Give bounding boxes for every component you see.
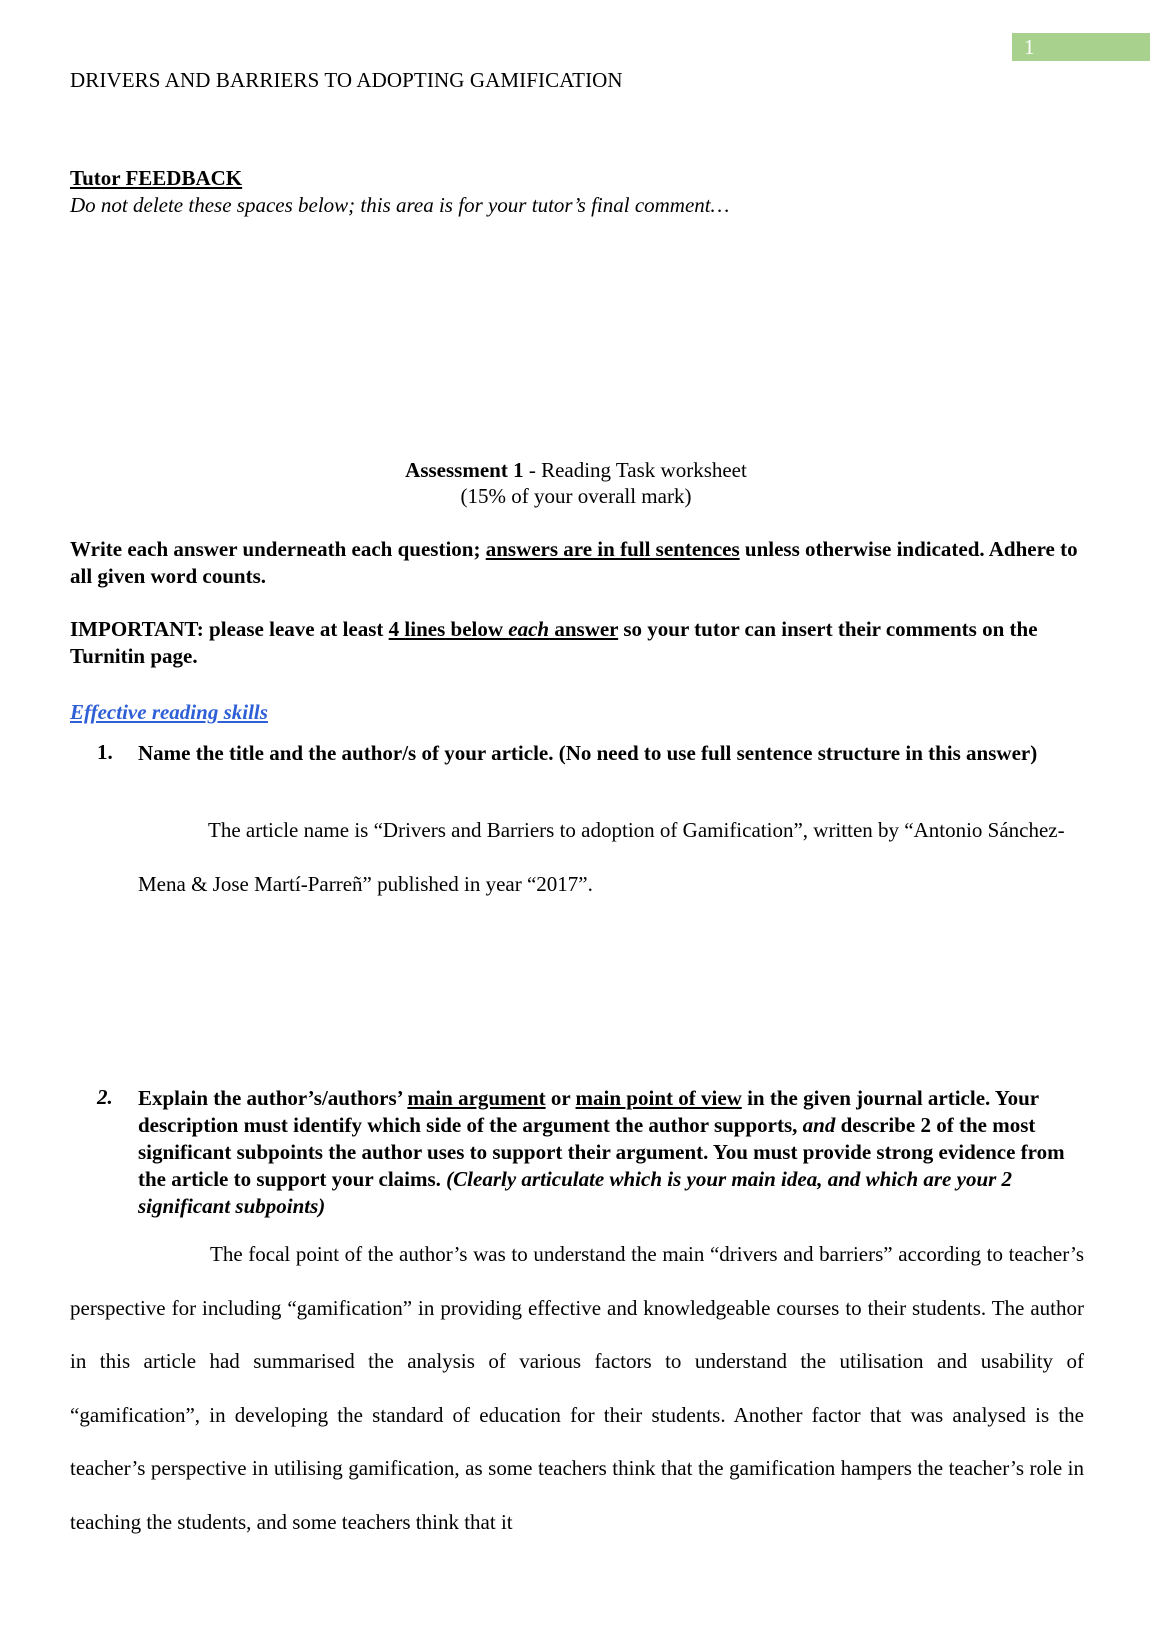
q2-t3: in the given journal article. Your description must identify which side of the argument the author supports, [138,1086,1039,1137]
q2-u1: main argument [407,1086,546,1110]
section-title: Effective reading skills [70,700,268,724]
instr-2b: so your tutor can insert their comments on the Turnitin page. [70,617,1038,668]
instruction-answers [70,536,1082,590]
q1-answer: The article name is “Drivers and Barriers to adoption of Gamification”, written by “Antonio Sánchez-Mena & Jose Martí-Parreñ” published in year “2017”. [138,818,1065,896]
q2-answer: The focal point of the author’s was to understand the main “drivers and barriers” according to teacher’s perspective for including “gamification” in providing effective and knowledgeable courses to their students. The author in this article had summarised the analysis of various factors to understand the utilisation and usability of “gamification”, in developing the standard of education for their students. Another factor that was analysed is the teacher’s perspective in utilising gamification, as some teachers think that the gamification hampers the teacher’s role in teaching the students, and some teachers think that it [70,1242,1084,1534]
q2-t1: Explain the author’s/authors’ [138,1086,408,1110]
assessment-title-rest: - Reading Task worksheet [523,458,747,482]
instr-2u2: answer [549,617,619,641]
instruction-important [70,616,1082,670]
q2-i1: and [802,1113,836,1137]
q1-text: Name the title and the author/s of your article. (No need to use full sentence structure in this answer) [138,741,1038,765]
q2-text [138,1085,1084,1220]
q2-t2: or [545,1086,576,1110]
assessment-subtitle: (15% of your overall mark) [460,484,692,508]
assessment-title-bold: Assessment 1 [405,458,524,482]
instr-1u: answers are in full sentences [485,537,740,561]
q2-number: 2. [97,1085,113,1109]
q2-i2: (Clearly articulate which is your main idea, and which are your 2 significant subpoints) [138,1167,1013,1218]
instr-1b: unless otherwise indicated. Adhere to all given word counts. [70,537,1078,588]
q2-t4: describe 2 of the most significant subpoints the author uses to support their argument. You must provide strong evidence from the article to support your claims. [138,1113,1065,1191]
instr-1a: Write each answer underneath each question; [70,537,486,561]
instr-2a: IMPORTANT: please leave at least [70,617,389,641]
assessment-title [70,458,1082,483]
instr-2u1: 4 lines below [388,617,509,641]
feedback-title: Tutor FEEDBACK [70,166,243,190]
instr-2ui: each [508,617,550,641]
q1-number: 1. [97,740,113,764]
feedback-note: Do not delete these spaces below; this area is for your tutor’s final comment… [70,193,730,217]
running-head: DRIVERS AND BARRIERS TO ADOPTING GAMIFICATION [70,68,623,92]
page-number: 1 [1012,33,1150,61]
q2-u2: main point of view [575,1086,742,1110]
